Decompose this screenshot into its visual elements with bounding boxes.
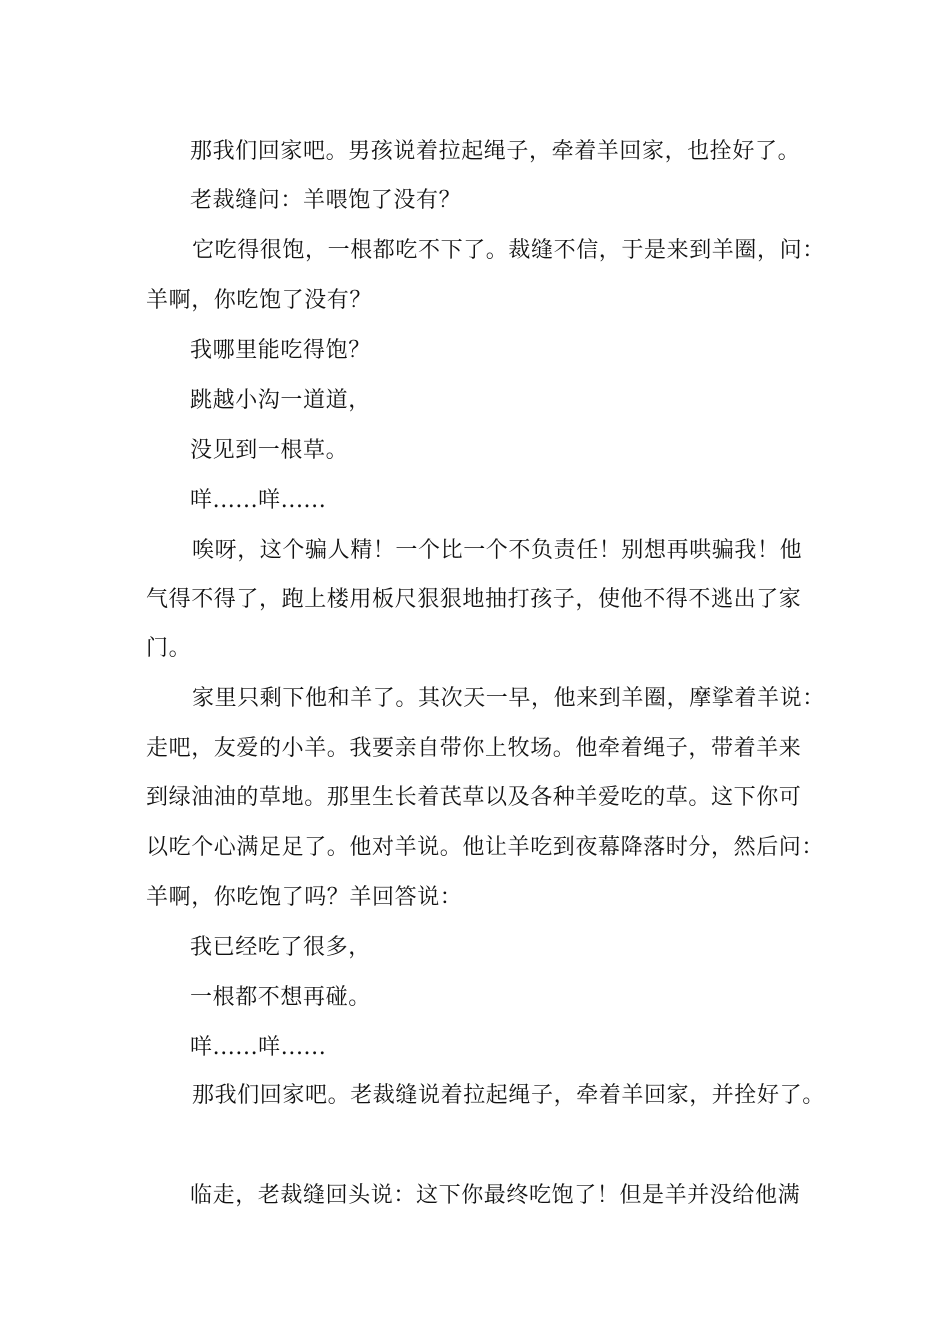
- text-line-4: 羊啊，你吃饱了没有？: [146, 288, 373, 313]
- text-line-15: 以吃个心满足足了。他对羊说。他让羊吃到夜幕降落时分，然后问：: [146, 835, 825, 860]
- text-line-9: 唉呀，这个骗人精！一个比一个不负责任！别想再哄骗我！他: [192, 538, 803, 563]
- text-line-7: 没见到一根草。: [190, 438, 349, 463]
- text-line-12: 家里只剩下他和羊了。其次天一早，他来到羊圈，摩挲着羊说：: [192, 686, 825, 711]
- text-line-19: 咩......咩......: [190, 1035, 327, 1060]
- text-line-2: 老裁缝问：羊喂饱了没有？: [190, 188, 462, 213]
- text-line-11: 门。: [146, 636, 192, 661]
- text-line-14: 到绿油油的草地。那里生长着芪草以及各种羊爱吃的草。这下你可: [146, 785, 802, 810]
- text-line-3: 它吃得很饱，一根都吃不下了。裁缝不信，于是来到羊圈，问：: [192, 238, 825, 263]
- text-line-8: 咩......咩......: [190, 488, 327, 513]
- text-line-1: 那我们回家吧。男孩说着拉起绳子，牵着羊回家，也拴好了。: [190, 139, 801, 164]
- text-line-18: 一根都不想再碰。: [190, 985, 371, 1010]
- text-line-17: 我已经吃了很多，: [190, 935, 371, 960]
- text-line-6: 跳越小沟一道道，: [190, 388, 371, 413]
- text-line-20: 那我们回家吧。老裁缝说着拉起绳子，牵着羊回家，并拴好了。: [192, 1083, 825, 1108]
- text-line-5: 我哪里能吃得饱？: [190, 338, 371, 363]
- text-line-21: 临走，老裁缝回头说：这下你最终吃饱了！但是羊并没给他满: [190, 1183, 801, 1208]
- text-line-10: 气得不得了，跑上楼用板尺狠狠地抽打孩子，使他不得不逃出了家: [146, 587, 802, 612]
- text-line-16: 羊啊，你吃饱了吗？羊回答说：: [146, 885, 463, 910]
- text-line-13: 走吧，友爱的小羊。我要亲自带你上牧场。他牵着绳子，带着羊来: [146, 736, 802, 761]
